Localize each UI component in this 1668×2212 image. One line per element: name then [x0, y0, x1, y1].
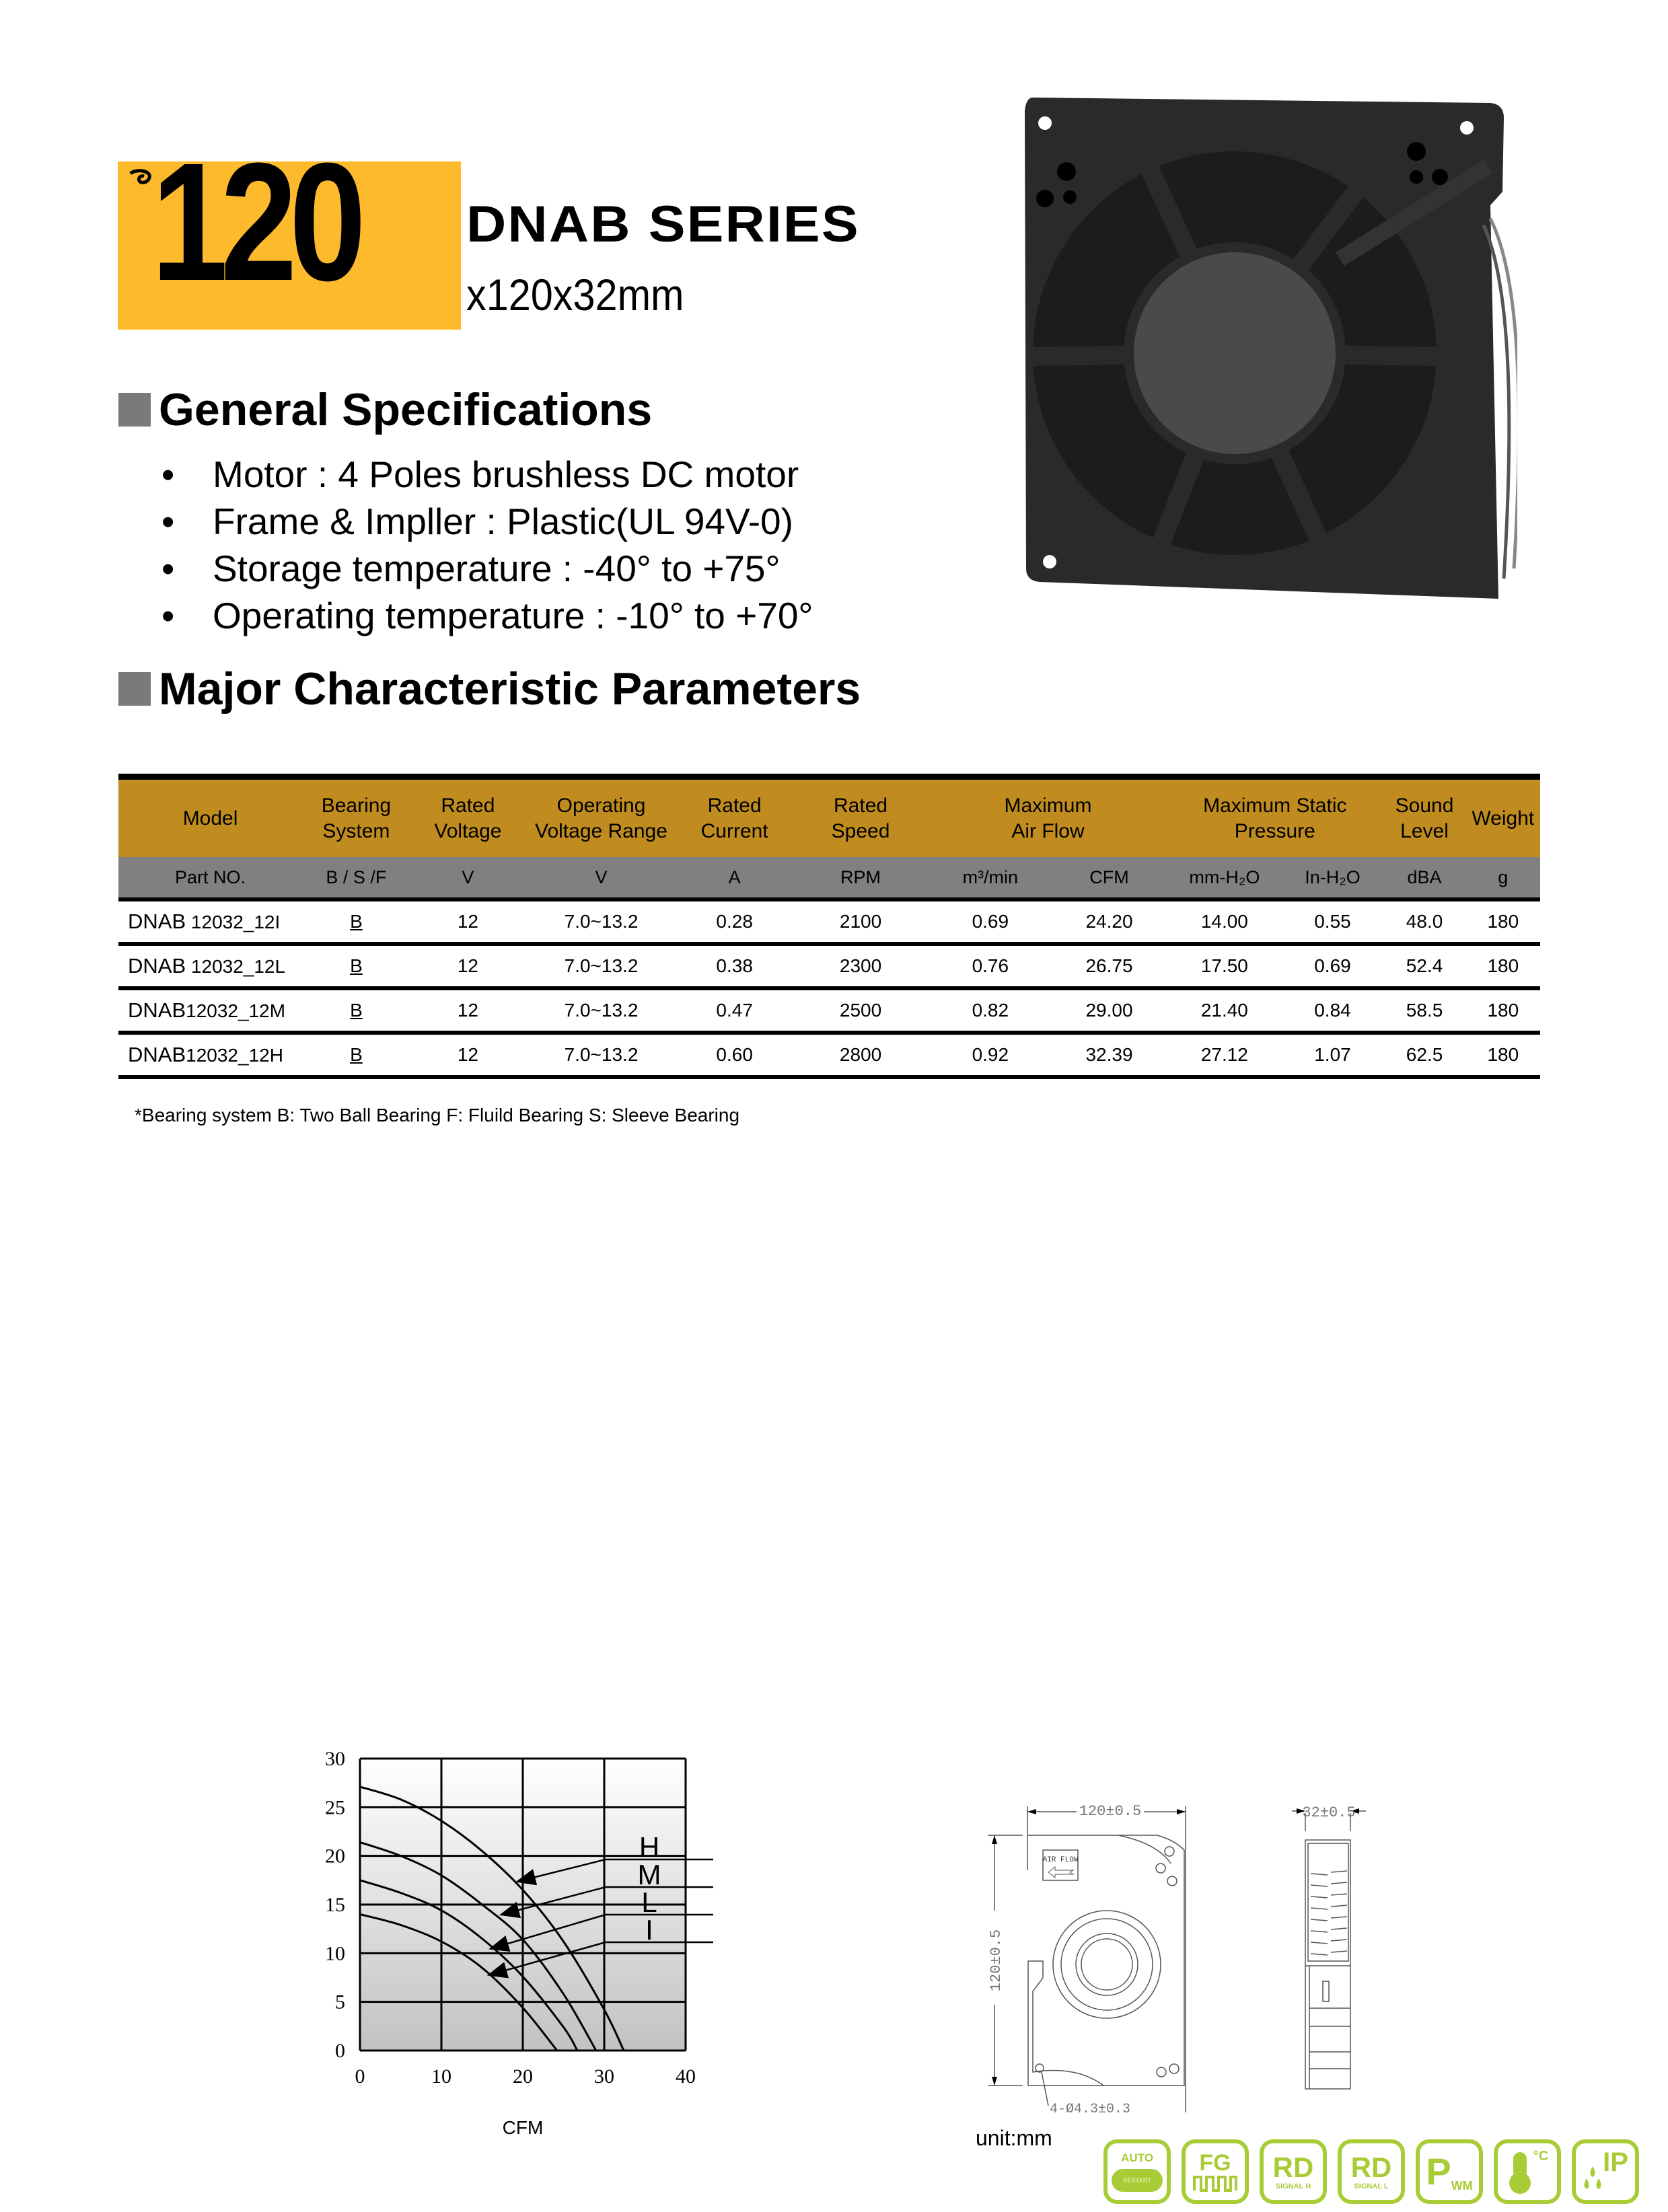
- spec-item: • Operating temperature : -10° to +70°: [161, 595, 813, 636]
- cell-inh2o: 0.55: [1314, 911, 1351, 932]
- svg-text:30: 30: [594, 2065, 614, 2088]
- cell-m3min: 0.76: [972, 955, 1009, 976]
- y-tick-labels: [325, 1748, 345, 2062]
- cell-speed: 2100: [839, 911, 882, 932]
- table-row: [118, 944, 1540, 988]
- svg-text:20: 20: [325, 1845, 345, 1868]
- pwm-icon: P WM: [1416, 2139, 1483, 2204]
- bearing-footnote: *Bearing system B: Two Ball Bearing F: Fluild Bearing S: Sleeve Bearing: [135, 1105, 740, 1126]
- cell-mmh2o: 14.00: [1200, 911, 1248, 932]
- col-header-pressure: Maximum Static Pressure: [1167, 777, 1383, 858]
- cell-bearing: B: [350, 1000, 363, 1021]
- general-specs-list: [161, 451, 813, 639]
- cell-bearing: B: [350, 955, 363, 976]
- general-specs-heading: General Specifications: [118, 383, 652, 436]
- table-row: [118, 988, 1540, 1033]
- col-header-speed: Rated Speed: [792, 777, 929, 858]
- svg-text:15: 15: [325, 1894, 345, 1916]
- cell-model: DNAB 12032_12L: [128, 954, 286, 978]
- unit-dba: dBA: [1383, 857, 1465, 899]
- x-axis-label: CFM: [502, 2117, 544, 2138]
- col-header-airflow: Maximum Air Flow: [929, 777, 1167, 858]
- svg-text:5: 5: [335, 1991, 345, 2014]
- cell-weight: 180: [1487, 1044, 1519, 1065]
- unit-inh2o: In-H₂O: [1282, 857, 1383, 899]
- parameters-heading: Major Characteristic Parameters: [118, 663, 861, 715]
- svg-text:I: I: [645, 1914, 653, 1946]
- col-header-model: Model: [118, 777, 302, 858]
- spec-item: • Storage temperature : -40° to +75°: [161, 548, 781, 589]
- svg-text:25: 25: [325, 1796, 345, 1819]
- cell-model: DNAB 12032_12I: [128, 910, 281, 933]
- cell-inh2o: 1.07: [1314, 1044, 1351, 1065]
- fan-logo-icon: [128, 168, 152, 192]
- ip-rating-icon: IP: [1572, 2139, 1639, 2204]
- unit-bearing: B / S /F: [302, 857, 410, 899]
- cell-dba: 62.5: [1406, 1044, 1443, 1065]
- fan-product-photo: [1019, 98, 1517, 599]
- cell-cfm: 32.39: [1085, 1044, 1133, 1065]
- cell-current: 0.28: [716, 911, 753, 932]
- cell-cfm: 24.20: [1085, 911, 1133, 932]
- svg-text:H: H: [639, 1831, 660, 1863]
- cell-range: 7.0~13.2: [564, 911, 639, 932]
- cell-voltage: 12: [457, 1000, 478, 1021]
- svg-text:20: 20: [513, 2065, 533, 2088]
- unit-m3min: m³/min: [929, 857, 1052, 899]
- cell-cfm: 29.00: [1085, 1000, 1133, 1021]
- parameters-table: [118, 774, 1540, 1079]
- col-header-weight: Weight: [1466, 777, 1540, 858]
- cell-m3min: 0.69: [972, 911, 1009, 932]
- unit-current: A: [677, 857, 792, 899]
- cell-mmh2o: 21.40: [1200, 1000, 1248, 1021]
- section-bullet-icon: [118, 393, 151, 427]
- airflow-arrow-icon: [1048, 1867, 1073, 1878]
- cell-dba: 58.5: [1406, 1000, 1443, 1021]
- cell-bearing: B: [350, 911, 363, 932]
- cell-speed: 2500: [839, 1000, 882, 1021]
- svg-text:40: 40: [676, 2065, 696, 2088]
- cell-speed: 2800: [839, 1044, 882, 1065]
- dimension-drawing: [942, 1749, 1467, 2112]
- cell-current: 0.60: [716, 1044, 753, 1065]
- unit-range: V: [525, 857, 677, 899]
- airflow-label: AIR FLOW: [1042, 1856, 1079, 1864]
- table-units-row: [118, 857, 1540, 899]
- cell-weight: 180: [1487, 955, 1519, 976]
- unit-cfm: CFM: [1052, 857, 1167, 899]
- unit-voltage: V: [410, 857, 525, 899]
- cell-dba: 48.0: [1406, 911, 1443, 932]
- table-header-row: [118, 777, 1540, 858]
- cell-bearing: B: [350, 1044, 363, 1065]
- table-row: [118, 1033, 1540, 1077]
- cell-weight: 180: [1487, 911, 1519, 932]
- cell-model: DNAB12032_12M: [128, 998, 286, 1022]
- pq-curve-chart: [296, 1722, 713, 2193]
- svg-text:0: 0: [335, 2040, 345, 2062]
- unit-label: unit:mm: [976, 2126, 1052, 2150]
- svg-text:M: M: [637, 1859, 661, 1890]
- cell-dba: 52.4: [1406, 955, 1443, 976]
- auto-restart-icon: AUTO RESTART: [1103, 2139, 1171, 2204]
- col-header-current: Rated Current: [677, 777, 792, 858]
- spec-item: • Frame & Impller : Plastic(UL 94V-0): [161, 501, 793, 542]
- width-dimension: 120±0.5: [1079, 1803, 1142, 1820]
- cell-voltage: 12: [457, 955, 478, 976]
- hole-dimension: 4-Ø4.3±0.3: [1050, 2102, 1131, 2112]
- cell-current: 0.38: [716, 955, 753, 976]
- table-row: [118, 899, 1540, 944]
- cell-weight: 180: [1487, 1000, 1519, 1021]
- svg-text:10: 10: [325, 1942, 345, 1965]
- cell-model: DNAB12032_12H: [128, 1043, 283, 1066]
- cell-cfm: 26.75: [1085, 955, 1133, 976]
- model-size-number: 120: [151, 128, 359, 316]
- fg-signal-icon: FG: [1182, 2139, 1249, 2204]
- unit-mmh2o: mm-H₂O: [1167, 857, 1282, 899]
- cell-voltage: 12: [457, 911, 478, 932]
- col-header-range: Operating Voltage Range: [525, 777, 677, 858]
- unit-part-no: Part NO.: [118, 857, 302, 899]
- svg-text:0: 0: [355, 2065, 365, 2088]
- cell-range: 7.0~13.2: [564, 1000, 639, 1021]
- feature-icons: [1103, 2139, 1639, 2204]
- col-header-sound: Sound Level: [1383, 777, 1465, 858]
- cell-current: 0.47: [716, 1000, 753, 1021]
- unit-weight: g: [1466, 857, 1540, 899]
- cell-mmh2o: 27.12: [1200, 1044, 1248, 1065]
- depth-dimension: 32±0.5: [1302, 1804, 1356, 1821]
- temperature-icon: °C: [1494, 2139, 1561, 2204]
- x-tick-labels: [355, 2065, 696, 2088]
- svg-text:10: 10: [431, 2065, 451, 2088]
- cell-range: 7.0~13.2: [564, 955, 639, 976]
- dimensions-text: x120x32mm: [466, 270, 684, 320]
- cell-inh2o: 0.69: [1314, 955, 1351, 976]
- svg-text:L: L: [641, 1886, 657, 1918]
- col-header-voltage: Rated Voltage: [410, 777, 525, 858]
- cell-speed: 2300: [839, 955, 882, 976]
- svg-text:30: 30: [325, 1748, 345, 1770]
- spec-item: • Motor : 4 Poles brushless DC motor: [161, 453, 799, 495]
- cell-m3min: 0.82: [972, 1000, 1009, 1021]
- section-bullet-icon: [118, 672, 151, 706]
- cell-voltage: 12: [457, 1044, 478, 1065]
- cell-range: 7.0~13.2: [564, 1044, 639, 1065]
- col-header-bearing: Bearing System: [302, 777, 410, 858]
- rd-signal-h-icon: RD SIGNAL H: [1260, 2139, 1327, 2204]
- cell-inh2o: 0.84: [1314, 1000, 1351, 1021]
- unit-speed: RPM: [792, 857, 929, 899]
- rd-signal-l-icon: RD SIGNAL L: [1338, 2139, 1405, 2204]
- height-dimension: 120±0.5: [988, 1929, 1005, 1992]
- cell-mmh2o: 17.50: [1200, 955, 1248, 976]
- cell-m3min: 0.92: [972, 1044, 1009, 1065]
- series-title: DNAB SERIES: [466, 196, 860, 253]
